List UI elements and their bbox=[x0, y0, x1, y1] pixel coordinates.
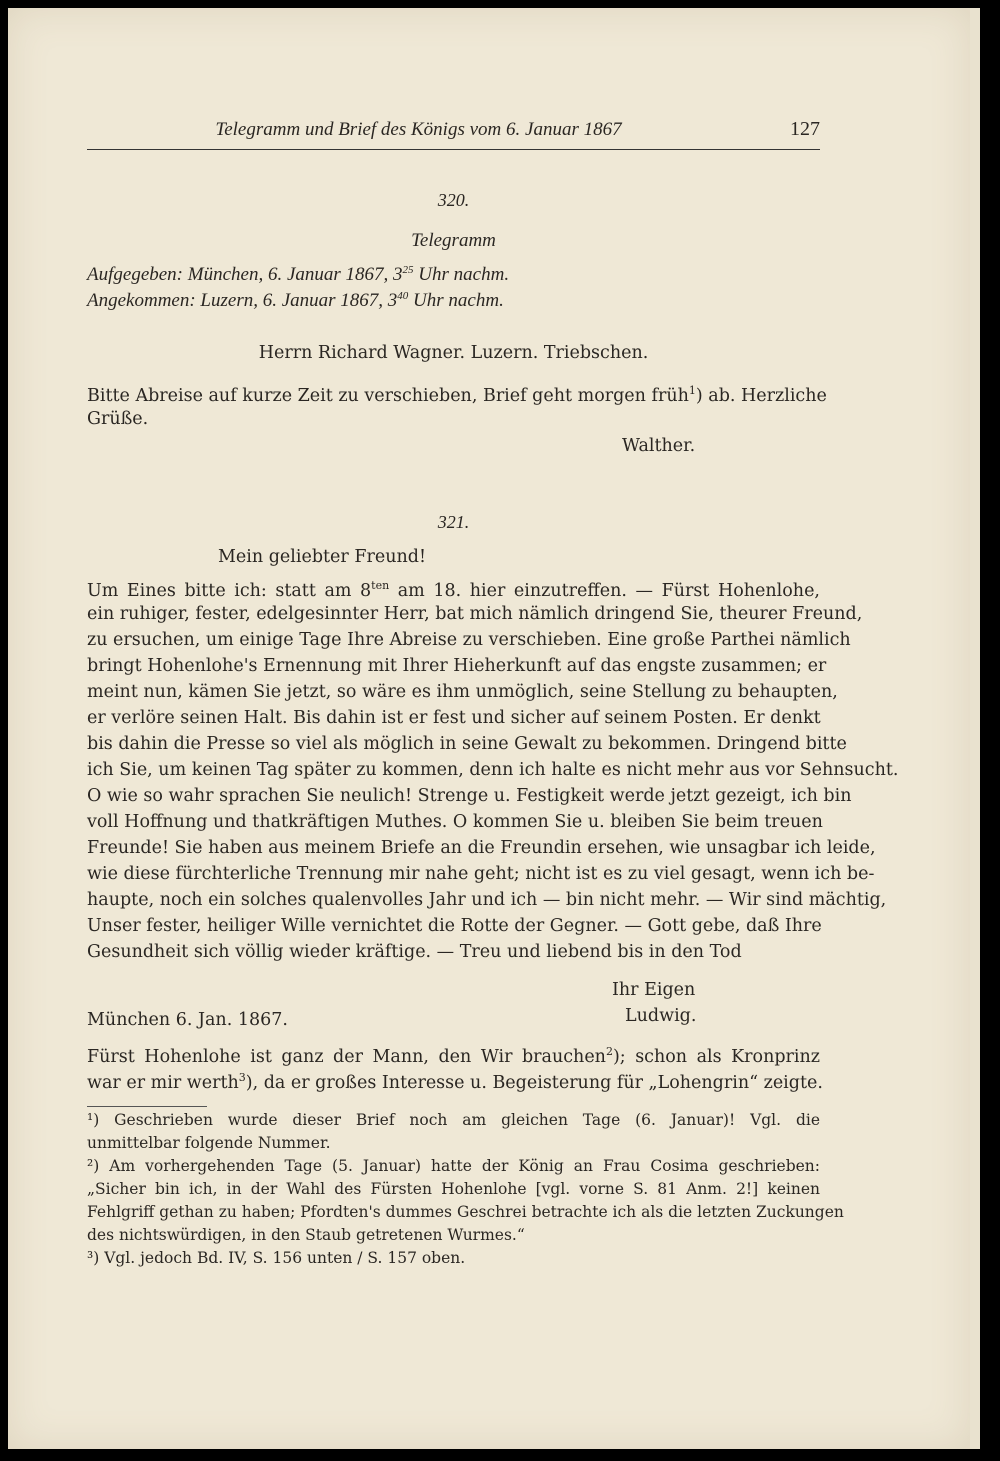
letter-signature: Ludwig. bbox=[625, 1006, 697, 1026]
letter-line: bis dahin die Presse so viel als möglich in seine Gewalt zu bekommen. Dringend bitte bbox=[87, 734, 847, 754]
footnote-line: des nichtswürdigen, in den Staub getretenen Wurmes.“ bbox=[87, 1226, 525, 1244]
telegram-body-line: Bitte Abreise auf kurze Zeit zu verschieben, Brief geht morgen früh$^1$) ab. Herzliche bbox=[87, 384, 827, 406]
letter-line: Gesundheit sich völlig wieder kräftige. — Treu und liebend bis in den Tod bbox=[87, 942, 742, 962]
letter-place-date: München 6. Jan. 1867. bbox=[87, 1010, 288, 1030]
letter-line: er verlöre seinen Halt. Bis dahin ist er fest und sicher auf seinem Posten. Er denkt bbox=[87, 708, 821, 728]
item-number-320: 320. bbox=[437, 190, 470, 210]
postscript-line: war er mir werth$^3$), da er großes Interesse u. Begeisterung für „Lohengrin“ zeigte. bbox=[87, 1071, 823, 1093]
telegram-body-line: Grüße. bbox=[87, 409, 149, 429]
page-header bbox=[87, 119, 820, 150]
telegram-signature: Walther. bbox=[622, 436, 696, 456]
letter-line: meint nun, kämen Sie jetzt, so wäre es ihm unmöglich, seine Stellung zu behaupten, bbox=[87, 682, 838, 702]
footnote-line: ³) Vgl. jedoch Bd. IV, S. 156 unten / S. 157 oben. bbox=[87, 1249, 466, 1267]
telegram-title: Telegramm bbox=[411, 230, 496, 251]
footnote-line: ²) Am vorhergehenden Tage (5. Januar) hatte der König an Frau Cosima geschrieben: bbox=[87, 1157, 820, 1175]
postscript-line: Fürst Hohenlohe ist ganz der Mann, den Wir brauchen$^2$); schon als Kronprinz bbox=[87, 1045, 820, 1067]
telegram-address: Herrn Richard Wagner. Luzern. Triebschen. bbox=[258, 343, 649, 363]
letter-line: zu ersuchen, um einige Tage Ihre Abreise zu verschieben. Eine große Parthei nämlich bbox=[87, 630, 851, 650]
item-number-321: 321. bbox=[437, 512, 470, 532]
page-edge bbox=[970, 8, 980, 1449]
letter-line: Unser fester, heiliger Wille vernichtet die Rotte der Gegner. — Gott gebe, daß Ihre bbox=[87, 916, 822, 936]
letter-line: Um Eines bitte ich: statt am $8^{ten}$ am 18. hier einzutreffen. — Fürst Hohenlohe, bbox=[87, 579, 820, 601]
footnote-line: ¹) Geschrieben wurde dieser Brief noch am gleichen Tage (6. Januar)! Vgl. die bbox=[87, 1111, 820, 1129]
letter-line: ein ruhiger, fester, edelgesinnter Herr, bat mich nämlich dringend Sie, theurer Freund, bbox=[87, 604, 863, 624]
letter-line: voll Hoffnung und thatkräftigen Muthes. O kommen Sie u. bleiben Sie beim treuen bbox=[87, 812, 823, 832]
letter-closing: Ihr Eigen bbox=[612, 980, 696, 1000]
letter-line: wie diese fürchterliche Trennung mir nahe geht; nicht ist es zu viel gesagt, wenn ich be- bbox=[87, 864, 875, 884]
letter-line: bringt Hohenlohe's Ernennung mit Ihrer Hieherkunft auf das engste zusammen; er bbox=[87, 656, 827, 676]
running-title: Telegramm und Brief des Königs vom 6. Januar 1867 bbox=[215, 119, 622, 140]
footnote-rule bbox=[87, 1106, 207, 1107]
letter-salutation: Mein geliebter Freund! bbox=[218, 547, 426, 567]
letter-line: Freunde! Sie haben aus meinem Briefe an die Freundin ersehen, wie unsagbar ich leide, bbox=[87, 838, 876, 858]
footnote-line: Fehlgriff gethan zu haben; Pfordten's dummes Geschrei betrachte ich als die letzten Zuckungen bbox=[87, 1203, 844, 1221]
letter-line: ich Sie, um keinen Tag später zu kommen, denn ich halte es nicht mehr aus vor Sehnsucht. bbox=[87, 760, 899, 780]
letter-line: O wie so wahr sprachen Sie neulich! Strenge u. Festigkeit werde jetzt gezeigt, ich bin bbox=[87, 786, 852, 806]
page-number: 127 bbox=[790, 118, 820, 140]
telegram-sent: Aufgegeben: München, 6. Januar 1867, $3^{25}$ Uhr nachm. bbox=[87, 264, 510, 285]
telegram-received: Angekommen: Luzern, 6. Januar 1867, $3^{40}$ Uhr nachm. bbox=[87, 290, 504, 311]
footnote-line: „Sicher bin ich, in der Wahl des Fürsten Hohenlohe [vgl. vorne S. 81 Anm. 2!] keinen bbox=[87, 1180, 820, 1198]
letter-line: haupte, noch ein solches qualenvolles Jahr und ich — bin nicht mehr. — Wir sind mächtig, bbox=[87, 890, 887, 910]
footnote-line: unmittelbar folgende Nummer. bbox=[87, 1134, 331, 1152]
